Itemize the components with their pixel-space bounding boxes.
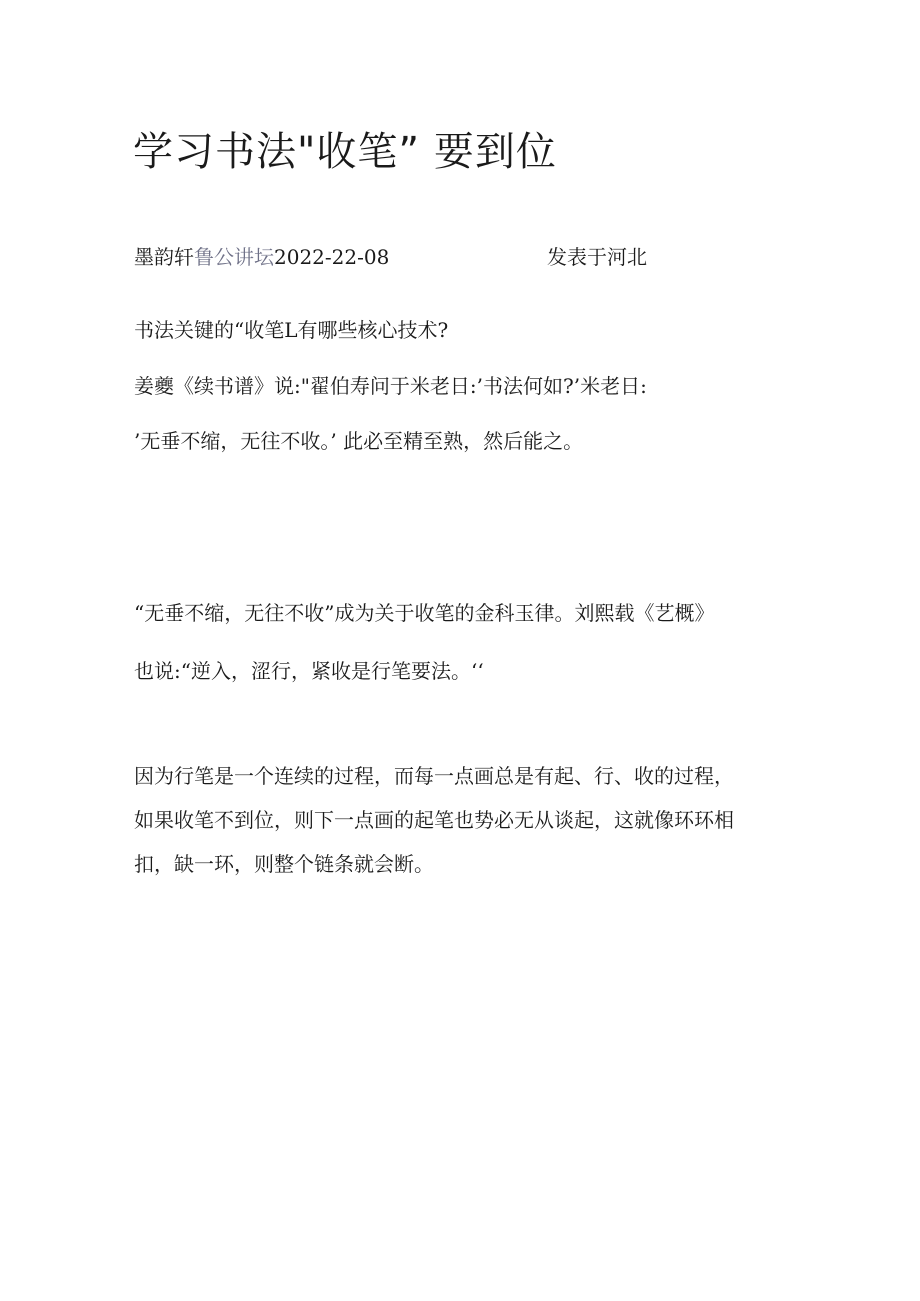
publish-location: 发表于河北 — [547, 245, 647, 269]
paragraph-line-7: 如果收笔不到位，则下一点画的起笔也势必无从谈起，这就像环环相 — [134, 808, 734, 832]
article-meta — [134, 240, 694, 274]
source-name: 鲁公讲坛 — [194, 245, 274, 269]
paragraph-line-5: 也说:“逆入，涩行，紧收是行笔要法。‘‘ — [134, 659, 484, 683]
paragraph-line-4: “无垂不缩，无往不收”成为关于收笔的金科玉律。刘熙载《艺概》 — [134, 601, 715, 625]
paragraph-line-2: 姜夔《续书谱》说:"翟伯寿问于米老日:’书法何如?’米老日: — [134, 374, 647, 398]
paragraph-line-6: 因为行笔是一个连续的过程，而每一点画总是有起、行、收的过程， — [134, 764, 734, 788]
publish-date: 2022-22-08 — [274, 245, 390, 269]
paragraph-line-8: 扣，缺一环，则整个链条就会断。 — [134, 852, 434, 876]
paragraph-line-3: ’无垂不缩，无往不收。’ 此必至精至熟，然后能之。 — [134, 429, 584, 453]
paragraph-line-1: 书法关键的“收笔L有哪些核心技术? — [134, 318, 449, 342]
author-line — [134, 240, 389, 274]
article-title: 学习书法"收笔” 要到位 — [133, 129, 557, 175]
author-prefix: 墨韵轩 — [134, 245, 194, 269]
